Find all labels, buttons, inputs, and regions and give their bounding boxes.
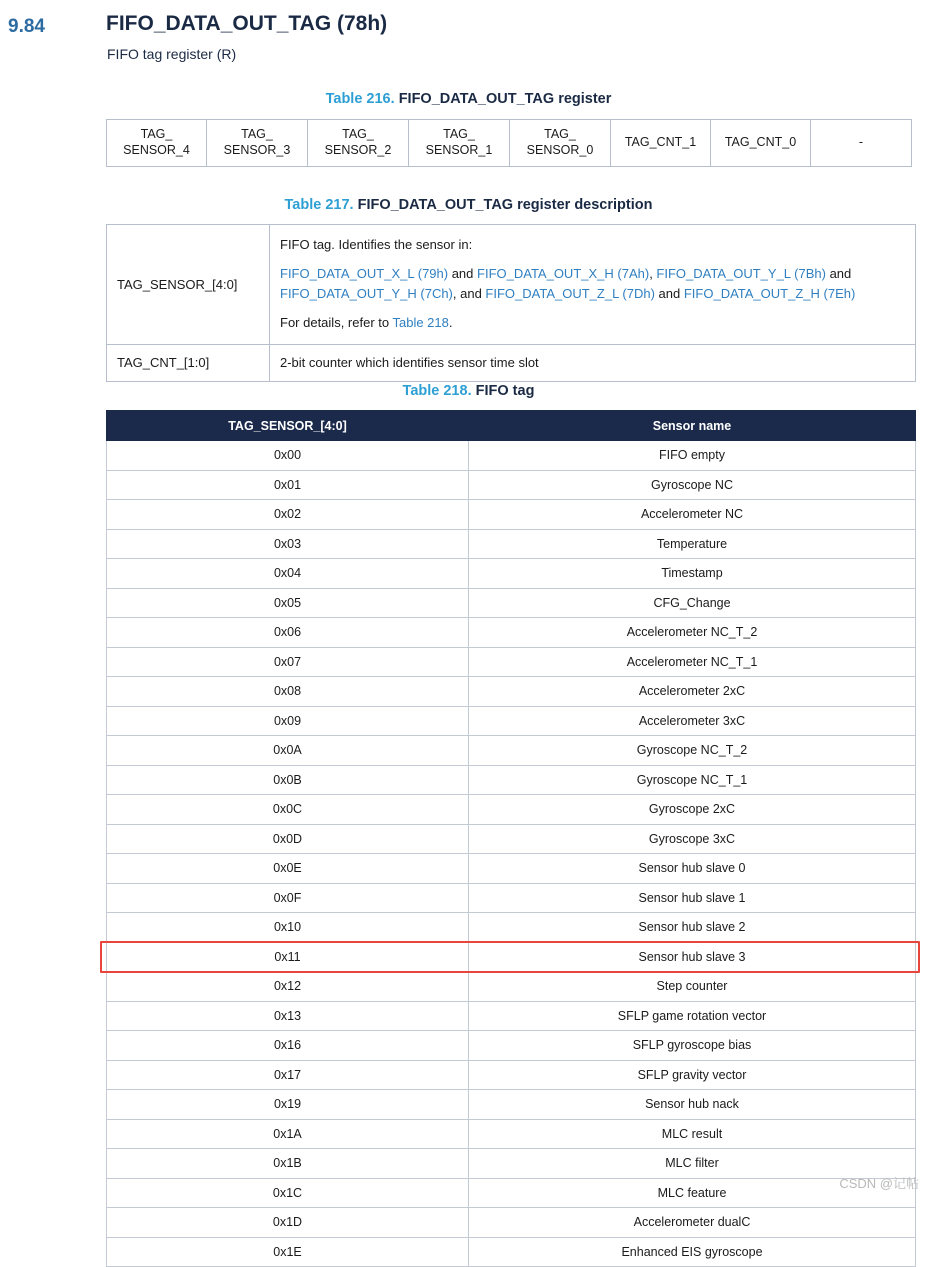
- field-description-cell: 2-bit counter which identifies sensor time slot: [270, 344, 916, 381]
- table-row: [107, 1149, 916, 1179]
- description-links-line-3: [280, 313, 905, 333]
- description-text: ,: [649, 266, 657, 282]
- table218-caption-text: FIFO tag: [475, 383, 535, 399]
- description-links-line-2: [280, 284, 905, 304]
- description-text: and: [654, 286, 684, 302]
- tag-value-cell: 0x0D: [107, 824, 469, 854]
- tag-value-cell: 0x13: [107, 1001, 469, 1031]
- table-row: [107, 854, 916, 884]
- tag-value-cell: 0x0A: [107, 736, 469, 766]
- tag-value-cell: 0x10: [107, 913, 469, 943]
- sensor-name-cell: MLC result: [469, 1119, 916, 1149]
- tag-value-cell: 0x0E: [107, 854, 469, 884]
- tag-value-cell: 0x17: [107, 1060, 469, 1090]
- cross-reference-link[interactable]: FIFO_DATA_OUT_Y_H (7Ch): [280, 286, 453, 302]
- sensor-name-cell: SFLP gyroscope bias: [469, 1031, 916, 1061]
- register-bit-cell-line: SENSOR_3: [223, 143, 291, 157]
- tag-value-cell: 0x05: [107, 588, 469, 618]
- register-bit-table: [106, 119, 912, 167]
- register-description-table: [106, 224, 916, 382]
- tag-value-cell: 0x12: [107, 972, 469, 1002]
- cross-reference-link[interactable]: FIFO_DATA_OUT_X_L (79h): [280, 266, 449, 282]
- register-bit-cell: [811, 120, 912, 167]
- table-row: [107, 1001, 916, 1031]
- register-bit-cell-line: TAG_CNT_1: [624, 135, 697, 150]
- sensor-name-cell: Gyroscope 3xC: [469, 824, 916, 854]
- sensor-name-cell: Sensor hub slave 3: [469, 942, 916, 972]
- sensor-name-cell: Sensor hub slave 0: [469, 854, 916, 884]
- sensor-name-cell: SFLP gravity vector: [469, 1060, 916, 1090]
- sensor-name-cell: Timestamp: [469, 559, 916, 589]
- table-row: [107, 913, 916, 943]
- sensor-name-cell: Accelerometer 3xC: [469, 706, 916, 736]
- tag-value-cell: 0x01: [107, 470, 469, 500]
- table-row: [107, 500, 916, 530]
- section-heading: [0, 8, 937, 68]
- register-bit-cell-line: -: [858, 135, 864, 150]
- description-text: and: [448, 266, 478, 282]
- tag-value-cell: 0x1D: [107, 1208, 469, 1238]
- register-bit-cell-line: SENSOR_4: [123, 143, 190, 157]
- tag-value-cell: 0x02: [107, 500, 469, 530]
- description-text: For details, refer to: [280, 315, 393, 331]
- sensor-name-cell: Gyroscope NC: [469, 470, 916, 500]
- table-row: [107, 120, 912, 167]
- table-row: [107, 441, 916, 471]
- field-name-cell: TAG_CNT_[1:0]: [107, 344, 270, 381]
- register-bit-cell-line: TAG_: [544, 127, 576, 142]
- register-bit-cell: [308, 120, 409, 167]
- field-name-cell: TAG_SENSOR_[4:0]: [107, 225, 270, 345]
- tag-value-cell: 0x1A: [107, 1119, 469, 1149]
- sensor-name-cell: MLC filter: [469, 1149, 916, 1179]
- table216-caption-text: FIFO_DATA_OUT_TAG register: [398, 91, 612, 107]
- field-description-cell: [270, 225, 916, 345]
- table-row: [107, 795, 916, 825]
- tag-value-cell: 0x16: [107, 1031, 469, 1061]
- cross-reference-link[interactable]: FIFO_DATA_OUT_Z_L (7Dh): [485, 286, 655, 302]
- table217-caption-number: Table 217.: [284, 197, 354, 213]
- sensor-name-cell: Step counter: [469, 972, 916, 1002]
- table217-caption-text: FIFO_DATA_OUT_TAG register description: [357, 197, 653, 213]
- sensor-name-cell: FIFO empty: [469, 441, 916, 471]
- register-bit-cell-line: SENSOR_0: [526, 143, 594, 157]
- sensor-name-cell: Accelerometer NC: [469, 500, 916, 530]
- column-header-sensor-name: Sensor name: [469, 411, 916, 441]
- sensor-name-cell: Accelerometer NC_T_2: [469, 618, 916, 648]
- description-line: FIFO tag. Identifies the sensor in:: [280, 237, 473, 252]
- sensor-name-cell: Sensor hub nack: [469, 1090, 916, 1120]
- sensor-name-cell: SFLP game rotation vector: [469, 1001, 916, 1031]
- table-row: [107, 1208, 916, 1238]
- description-links-line-1: [280, 264, 905, 284]
- sensor-name-cell: MLC feature: [469, 1178, 916, 1208]
- spacer: [280, 255, 905, 264]
- tag-value-cell: 0x06: [107, 618, 469, 648]
- description-text: and: [825, 266, 852, 282]
- table-row: [107, 225, 916, 345]
- register-bit-cell: [409, 120, 510, 167]
- tag-value-cell: 0x08: [107, 677, 469, 707]
- tag-value-cell: 0x0F: [107, 883, 469, 913]
- sensor-name-cell: Accelerometer 2xC: [469, 677, 916, 707]
- tag-value-cell: 0x1C: [107, 1178, 469, 1208]
- table-row: [107, 1031, 916, 1061]
- table-row: [107, 706, 916, 736]
- sensor-name-cell: Gyroscope NC_T_2: [469, 736, 916, 766]
- tag-value-cell: 0x04: [107, 559, 469, 589]
- table-row: [107, 618, 916, 648]
- description-text: .: [448, 315, 453, 331]
- table-row: [107, 942, 916, 972]
- page-title: FIFO_DATA_OUT_TAG (78h): [106, 12, 388, 35]
- tag-value-cell: 0x00: [107, 441, 469, 471]
- register-bit-cell: [611, 120, 711, 167]
- sensor-name-cell: Gyroscope NC_T_1: [469, 765, 916, 795]
- table-header-row: [107, 411, 916, 441]
- table216-caption-number: Table 216.: [325, 91, 395, 107]
- page-subtitle: FIFO tag register (R): [107, 46, 237, 62]
- register-bit-cell-line: TAG_: [342, 127, 374, 142]
- register-bit-cell: [207, 120, 308, 167]
- description-text: , and: [452, 286, 486, 302]
- table-row: [107, 1119, 916, 1149]
- table-row: [107, 1060, 916, 1090]
- table-row: [107, 647, 916, 677]
- register-bit-cell-line: TAG_CNT_0: [724, 135, 797, 150]
- register-bit-cell-line: TAG_: [443, 127, 475, 142]
- tag-value-cell: 0x19: [107, 1090, 469, 1120]
- table-row: [107, 1237, 916, 1267]
- sensor-name-cell: Sensor hub slave 2: [469, 913, 916, 943]
- tag-value-cell: 0x0B: [107, 765, 469, 795]
- sensor-name-cell: Accelerometer NC_T_1: [469, 647, 916, 677]
- table-row: [107, 344, 916, 381]
- table217-caption: [0, 197, 937, 213]
- table-row: [107, 677, 916, 707]
- sensor-name-cell: Accelerometer dualC: [469, 1208, 916, 1238]
- tag-value-cell: 0x11: [107, 942, 469, 972]
- cross-reference-link[interactable]: Table 218: [392, 315, 449, 331]
- table-row: [107, 972, 916, 1002]
- table-row: [107, 470, 916, 500]
- spacer: [280, 304, 905, 313]
- fifo-tag-table: [106, 410, 916, 1267]
- table218-caption: [0, 383, 937, 399]
- cross-reference-link[interactable]: FIFO_DATA_OUT_Z_H (7Eh): [683, 286, 856, 302]
- sensor-name-cell: Sensor hub slave 1: [469, 883, 916, 913]
- column-header-tag: TAG_SENSOR_[4:0]: [107, 411, 469, 441]
- fifo-tag-table-body: [107, 441, 916, 1267]
- tag-value-cell: 0x03: [107, 529, 469, 559]
- table-row: [107, 588, 916, 618]
- sensor-name-cell: Temperature: [469, 529, 916, 559]
- register-bit-cell-line: SENSOR_1: [425, 143, 493, 157]
- table218-caption-number: Table 218.: [402, 383, 472, 399]
- register-bit-cell-line: TAG_: [140, 127, 173, 142]
- sensor-name-cell: Gyroscope 2xC: [469, 795, 916, 825]
- tag-value-cell: 0x1E: [107, 1237, 469, 1267]
- register-bit-cell-line: TAG_: [241, 127, 273, 142]
- table-row: [107, 559, 916, 589]
- tag-value-cell: 0x0C: [107, 795, 469, 825]
- cross-reference-link[interactable]: FIFO_DATA_OUT_Y_L (7Bh): [656, 266, 826, 282]
- tag-value-cell: 0x07: [107, 647, 469, 677]
- register-bit-cell-line: SENSOR_2: [324, 143, 392, 157]
- table-row: [107, 1090, 916, 1120]
- table-row: [107, 529, 916, 559]
- register-bit-cell: [107, 120, 207, 167]
- register-bit-cell: [510, 120, 611, 167]
- table-row: [107, 736, 916, 766]
- table-row: [107, 1178, 916, 1208]
- sensor-name-cell: CFG_Change: [469, 588, 916, 618]
- section-number: 9.84: [8, 16, 45, 37]
- sensor-name-cell: Enhanced EIS gyroscope: [469, 1237, 916, 1267]
- tag-value-cell: 0x1B: [107, 1149, 469, 1179]
- table-row: [107, 883, 916, 913]
- watermark: CSDN @记帖: [839, 1176, 919, 1191]
- tag-value-cell: 0x09: [107, 706, 469, 736]
- cross-reference-link[interactable]: FIFO_DATA_OUT_X_H (7Ah): [477, 266, 650, 282]
- table-row: [107, 765, 916, 795]
- table216-caption: [0, 91, 937, 107]
- table-row: [107, 824, 916, 854]
- register-bit-cell: [711, 120, 811, 167]
